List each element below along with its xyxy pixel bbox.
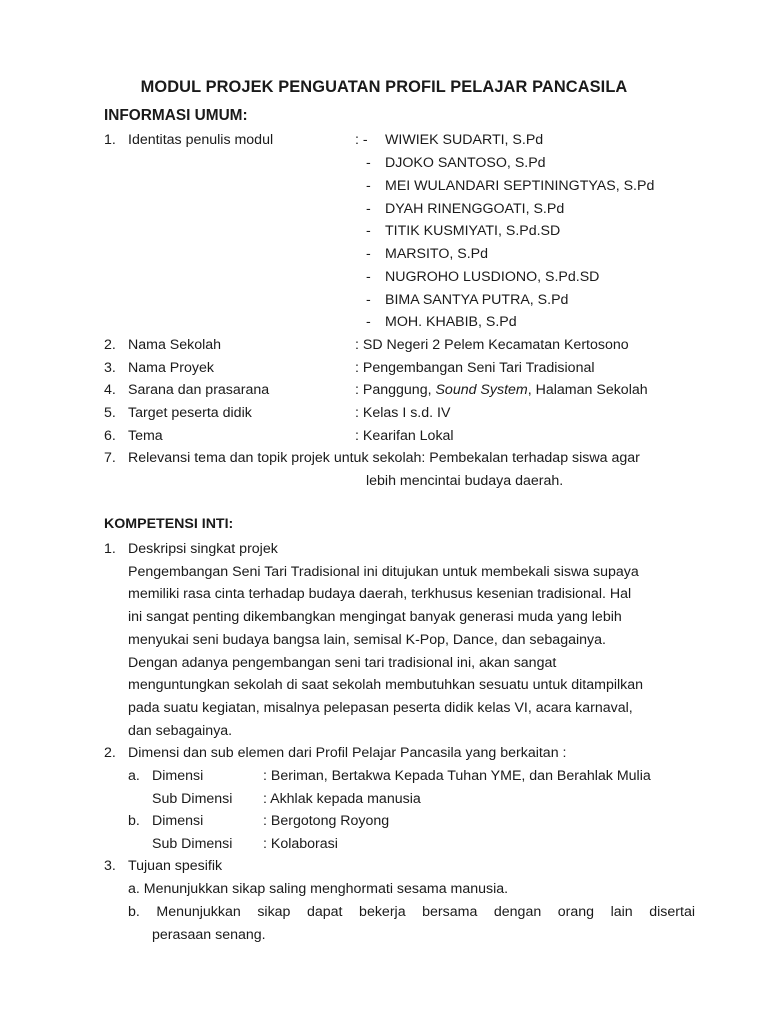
sub-letter: b.: [128, 813, 140, 829]
paragraph-line: dan sebagainya.: [128, 723, 233, 739]
paragraph-line: menyukai seni budaya bangsa lain, semisal K-Pop, Dance, dan sebagainya.: [128, 632, 606, 648]
field-label-nama-proyek: Nama Proyek: [128, 360, 214, 376]
subsection-label-deskripsi: Deskripsi singkat projek: [128, 541, 278, 557]
author-name: TITIK KUSMIYATI, S.Pd.SD: [385, 223, 561, 239]
sub-dimensi-value: : Akhlak kepada manusia: [263, 791, 421, 807]
field-colon-dash: : -: [355, 132, 368, 148]
field-value-sarana-part: , Halaman Sekolah: [527, 382, 648, 398]
list-number: 1.: [104, 132, 116, 148]
field-value-sarana: [355, 381, 648, 399]
author-dash: -: [366, 314, 371, 330]
author-dash: -: [366, 269, 371, 285]
tujuan-item: b. Menunjukkan sikap dapat bekerja bersama dengan orang lain disertai: [128, 904, 695, 920]
list-number: 6.: [104, 428, 116, 444]
subsection-label-dimensi: Dimensi dan sub elemen dari Profil Pelajar Pancasila yang berkaitan :: [128, 745, 567, 761]
document-title: MODUL PROJEK PENGUATAN PROFIL PELAJAR PANCASILA: [140, 78, 628, 96]
field-label-identitas: Identitas penulis modul: [128, 132, 274, 148]
field-label-nama-sekolah: Nama Sekolah: [128, 337, 222, 353]
field-label-sarana: Sarana dan prasarana: [128, 382, 270, 398]
field-value-target: : Kelas I s.d. IV: [355, 405, 451, 421]
author-name: DJOKO SANTOSO, S.Pd: [385, 155, 546, 171]
paragraph-line: Dengan adanya pengembangan seni tari tradisional ini, akan sangat: [128, 655, 557, 671]
field-label-tema: Tema: [128, 428, 163, 444]
field-value-nama-sekolah: : SD Negeri 2 Pelem Kecamatan Kertosono: [355, 337, 629, 353]
list-number: 5.: [104, 405, 116, 421]
author-name: DYAH RINENGGOATI, S.Pd: [385, 201, 565, 217]
field-value-sarana-part: : Panggung,: [355, 382, 436, 398]
paragraph-line: pada suatu kegiatan, misalnya pelepasan peserta didik kelas VI, acara karnaval,: [128, 700, 633, 716]
list-number: 2.: [104, 745, 116, 761]
dimensi-label: Dimensi: [152, 768, 204, 784]
section-heading-kompetensi-inti: KOMPETENSI INTI:: [104, 516, 234, 532]
list-number: 2.: [104, 337, 116, 353]
relevansi-line: lebih mencintai budaya daerah.: [366, 473, 564, 489]
author-name: MOH. KHABIB, S.Pd: [385, 314, 517, 330]
dimensi-value: : Bergotong Royong: [263, 813, 390, 829]
list-number: 4.: [104, 382, 116, 398]
subsection-label-tujuan: Tujuan spesifik: [128, 858, 223, 874]
author-name: MEI WULANDARI SEPTININGTYAS, S.Pd: [385, 178, 655, 194]
author-dash: -: [366, 155, 371, 171]
paragraph-line: ini sangat penting dikembangkan mengingat banyak generasi muda yang lebih: [128, 609, 622, 625]
relevansi-line: Relevansi tema dan topik projek untuk sekolah: Pembekalan terhadap siswa agar: [128, 450, 640, 466]
field-value-tema: : Kearifan Lokal: [355, 428, 454, 444]
author-name: BIMA SANTYA PUTRA, S.Pd: [385, 292, 569, 308]
paragraph-line: Pengembangan Seni Tari Tradisional ini ditujukan untuk membekali siswa supaya: [128, 564, 639, 580]
section-heading-informasi-umum: INFORMASI UMUM:: [104, 107, 248, 124]
author-dash: -: [366, 246, 371, 262]
tujuan-item-continuation: perasaan senang.: [152, 927, 266, 943]
author-dash: -: [366, 178, 371, 194]
sub-dimensi-value: : Kolaborasi: [263, 836, 338, 852]
list-number: 3.: [104, 858, 116, 874]
author-dash: -: [366, 223, 371, 239]
field-value-nama-proyek: : Pengembangan Seni Tari Tradisional: [355, 360, 595, 376]
author-dash: -: [366, 201, 371, 217]
dimensi-value: : Beriman, Bertakwa Kepada Tuhan YME, dan Berahlak Mulia: [263, 768, 651, 784]
dimensi-label: Dimensi: [152, 813, 204, 829]
list-number: 3.: [104, 360, 116, 376]
sub-dimensi-label: Sub Dimensi: [152, 791, 233, 807]
paragraph-line: memiliki rasa cinta terhadap budaya daerah, terkhusus kesenian tradisional. Hal: [128, 586, 632, 602]
sub-letter: a.: [128, 768, 140, 784]
field-value-sarana-italic: Sound System: [435, 382, 528, 398]
tujuan-item: a. Menunjukkan sikap saling menghormati sesama manusia.: [128, 881, 509, 897]
field-label-target: Target peserta didik: [128, 405, 252, 421]
author-name: NUGROHO LUSDIONO, S.Pd.SD: [385, 269, 600, 285]
paragraph-line: menguntungkan sekolah di saat sekolah membutuhkan sesuatu untuk ditampilkan: [128, 677, 644, 693]
list-number: 1.: [104, 541, 116, 557]
author-name: MARSITO, S.Pd: [385, 246, 489, 262]
list-number: 7.: [104, 450, 116, 466]
author-name: WIWIEK SUDARTI, S.Pd: [385, 132, 544, 148]
sub-dimensi-label: Sub Dimensi: [152, 836, 233, 852]
author-dash: -: [366, 292, 371, 308]
